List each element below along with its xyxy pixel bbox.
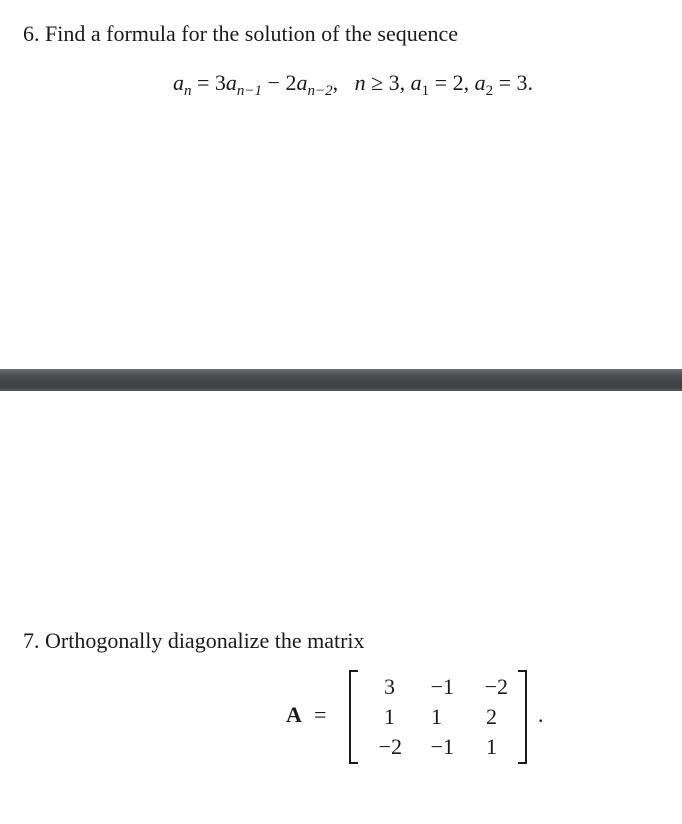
t1-var: a (225, 70, 237, 95)
problem-6-prompt: 6. Find a formula for the solution of the sequence (23, 21, 459, 46)
matrix-cell-r3c2: −1 (430, 734, 454, 759)
ic2-value: = 3. (493, 70, 534, 95)
right-bracket (518, 670, 527, 764)
matrix-cell-r2c1: 1 (384, 704, 395, 729)
ic1-sub: 1 (421, 83, 430, 99)
matrix-cell-r1c2: −1 (430, 674, 454, 699)
condition: ≥ 3, (365, 70, 411, 95)
lhs-var: a (173, 70, 184, 95)
matrix-period: . (538, 702, 544, 727)
matrix-name: A (286, 702, 302, 727)
t2-var: a (296, 70, 308, 95)
cond-var: n (354, 70, 366, 95)
t1-sub: n−1 (236, 83, 263, 99)
ic1-var: a (410, 70, 422, 95)
lhs-sub: n (184, 83, 192, 99)
separator: , (332, 70, 339, 95)
t2-sub: n−2 (307, 83, 333, 99)
equals-sign: = (314, 702, 327, 727)
matrix-cell-r3c3: 1 (486, 734, 497, 759)
ic1-value: = 2, (429, 70, 475, 95)
page-divider-bar (0, 369, 682, 391)
matrix-cell-r3c1: −2 (378, 734, 402, 759)
matrix-cell-r1c3: −2 (484, 674, 508, 699)
matrix-cell-r2c2: 1 (431, 704, 442, 729)
minus-term: − 2 (262, 70, 297, 95)
problem-7-prompt: 7. Orthogonally diagonalize the matrix (23, 628, 365, 653)
problem-6-equation (173, 70, 534, 99)
ic2-var: a (474, 70, 486, 95)
ic2-sub: 2 (485, 83, 494, 99)
matrix-cell-r2c3: 2 (486, 704, 497, 729)
matrix-cell-r1c1: 3 (384, 674, 395, 699)
eq1: = 3 (191, 70, 226, 95)
